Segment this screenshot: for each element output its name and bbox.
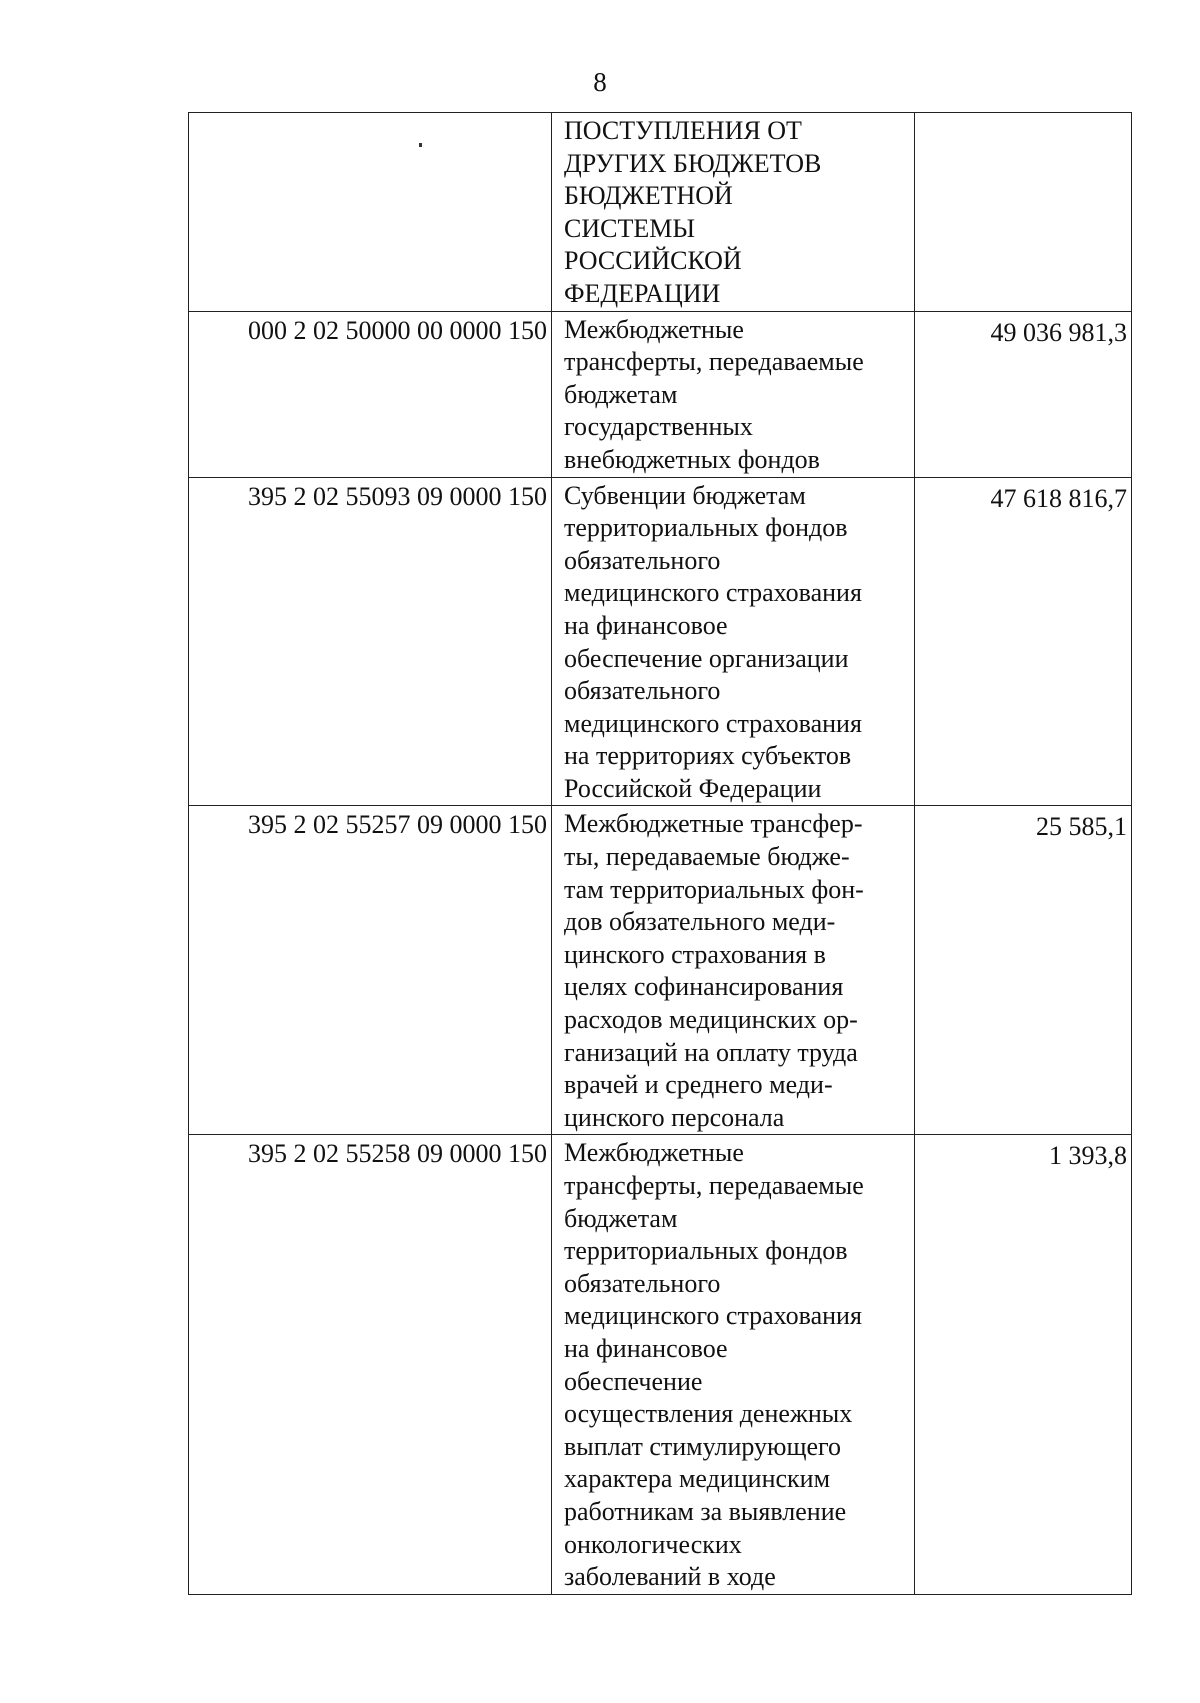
budget-code-cell: 395 2 02 55257 09 0000 150: [189, 806, 552, 1135]
income-name-line: Субвенции бюджетам: [564, 480, 806, 510]
income-name-line: Межбюджетные: [564, 314, 744, 344]
income-name-line: обеспечение: [564, 1366, 703, 1396]
income-name-line: Российской Федерации: [564, 773, 822, 803]
income-name-line: обязательного: [564, 1268, 721, 1298]
income-name-line: медицинского страхования: [564, 708, 862, 738]
income-name-cell: [552, 113, 915, 312]
income-name-line: на финансовое: [564, 1333, 728, 1363]
income-name-line: государственных: [564, 412, 753, 442]
income-name-line: трансферты, передаваемые: [564, 347, 864, 377]
budget-code-cell: 000 2 02 50000 00 0000 150: [189, 311, 552, 477]
income-name-line: ФЕДЕРАЦИИ: [564, 278, 721, 308]
income-name-line: на финансовое: [564, 610, 728, 640]
income-name-line: там территориальных фон-: [564, 874, 864, 904]
budget-code-cell: 395 2 02 55093 09 0000 150: [189, 477, 552, 806]
budget-table: [188, 112, 1132, 1595]
income-name-line: трансферты, передаваемые: [564, 1171, 864, 1200]
income-name-line: территориальных фондов: [564, 513, 848, 543]
budget-code-cell: 395 2 02 55258 09 0000 150: [189, 1135, 552, 1594]
income-name-line: внебюджетных фондов: [564, 444, 820, 474]
income-name-line: территориальных фондов: [564, 1236, 848, 1266]
budget-code-cell: [189, 113, 552, 312]
table-row: [189, 311, 1132, 477]
income-name-line: обязательного: [564, 545, 721, 575]
amount-cell: 49 036 981,3: [915, 311, 1132, 477]
income-name-line: на территориях субъектов: [564, 741, 852, 771]
income-name-line: ДРУГИХ БЮДЖЕТОВ: [564, 148, 822, 178]
amount-cell: 1 393,8: [915, 1135, 1132, 1594]
income-name-line: работникам за выявление: [564, 1496, 847, 1526]
income-name-line: врачей и среднего меди-: [564, 1070, 833, 1100]
income-name-line: онкологических: [564, 1529, 742, 1559]
table-row: [189, 1135, 1132, 1594]
income-name-line: Межбюджетные: [564, 1138, 744, 1168]
income-name-line: ты, передаваемые бюдже-: [564, 842, 850, 872]
income-name-cell: [552, 806, 915, 1135]
income-name-line: Межбюджетные трансфер-: [564, 809, 863, 839]
income-name-line: характера медицинским: [564, 1464, 831, 1494]
income-name-line: дов обязательного меди-: [564, 907, 836, 937]
income-name-line: осуществления денежных: [564, 1399, 853, 1429]
income-name-line: СИСТЕМЫ: [564, 213, 696, 243]
income-name-line: ганизаций на оплату труда: [564, 1037, 858, 1067]
income-name-line: заболеваний в ходе: [564, 1562, 776, 1592]
income-name-line: РОССИЙСКОЙ: [564, 246, 742, 276]
table-row: [189, 806, 1132, 1135]
page-number: 8: [593, 67, 607, 97]
amount-cell: [915, 113, 1132, 312]
income-name-line: медицинского страхования: [564, 1301, 862, 1331]
income-name-line: бюджетам: [564, 1203, 678, 1233]
income-name-line: бюджетам: [564, 379, 678, 409]
table-row: [189, 113, 1132, 312]
income-name-line: цинского персонала: [564, 1102, 785, 1132]
income-name-line: цинского страхования в: [564, 939, 826, 969]
income-name-cell: [552, 1135, 915, 1594]
table-row: [189, 477, 1132, 806]
income-name-cell: [552, 311, 915, 477]
income-name-line: БЮДЖЕТНОЙ: [564, 181, 733, 211]
income-name-line: медицинского страхования: [564, 578, 862, 608]
amount-cell: 47 618 816,7: [915, 477, 1132, 806]
amount-cell: 25 585,1: [915, 806, 1132, 1135]
income-name-line: обеспечение организации: [564, 643, 849, 673]
income-name-line: расходов медицинских ор-: [564, 1005, 858, 1035]
income-name-line: ПОСТУПЛЕНИЯ ОТ: [564, 116, 802, 145]
income-name-line: обязательного: [564, 676, 721, 706]
income-name-cell: [552, 477, 915, 806]
income-name-line: выплат стимулирующего: [564, 1431, 842, 1461]
income-name-line: целях софинансирования: [564, 972, 844, 1002]
